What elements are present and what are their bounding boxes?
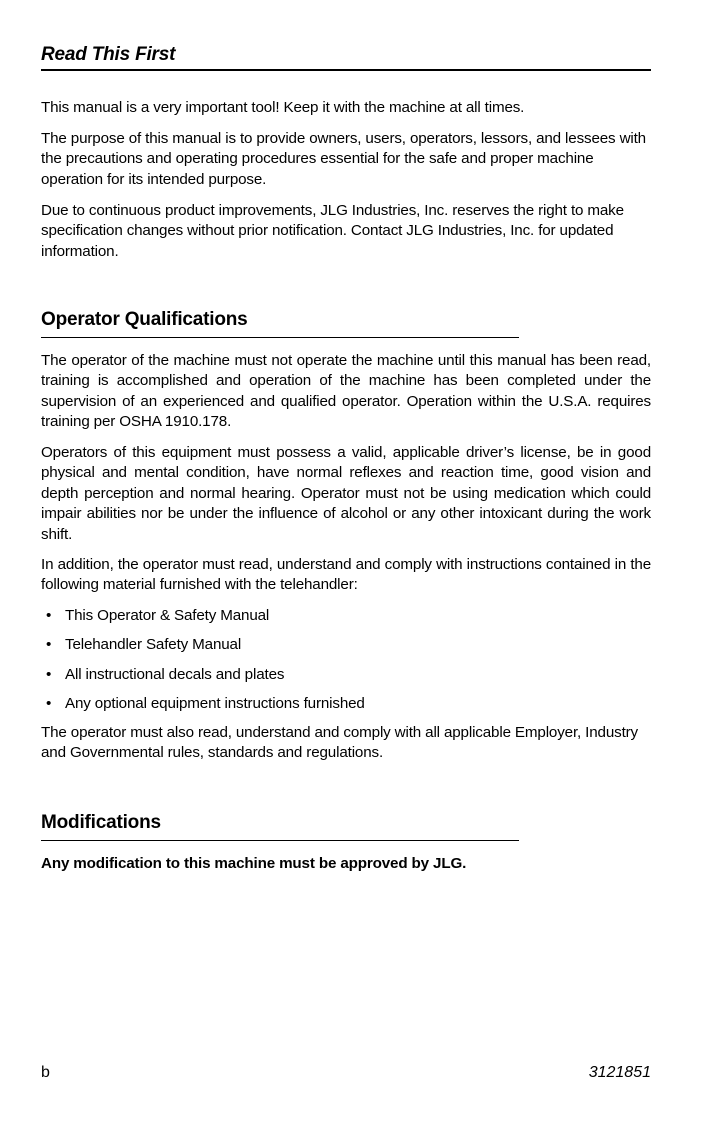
- read-this-first-title: Read This First: [41, 44, 176, 65]
- materials-list-item: [41, 665, 284, 685]
- bullet-icon: •: [46, 636, 52, 653]
- list-item-text: Telehandler Safety Manual: [65, 636, 242, 653]
- qualifications-paragraph: Operators of this equipment must possess a valid, applicable driver’s license, be in good physical and mental condition, have normal reflexes and reaction time, good vision and depth perception and normal hearing. Operator must not be using medication which could impair abilities nor be under the influence of alcohol or any other intoxicant during the work shift.: [41, 444, 651, 543]
- modifications-heading: Modifications: [41, 812, 161, 833]
- read-first-paragraph: This manual is a very important tool! Keep it with the machine at all times.: [41, 99, 525, 116]
- materials-list-item: [41, 635, 241, 655]
- operator-qualifications-rule: [41, 337, 519, 338]
- qualifications-paragraph: The operator of the machine must not operate the machine until this manual has been read, training is accomplished and operation of the machine has been completed under the supervision of an experienced and qualified operator. Operation within the U.S.A. requires training per OSHA 1910.178.: [41, 352, 651, 431]
- list-item-text: All instructional decals and plates: [65, 666, 285, 683]
- bullet-icon: •: [46, 607, 52, 624]
- qualifications-paragraph: In addition, the operator must read, understand and comply with instructions contained in the following material furnished with the telehandler:: [41, 556, 651, 594]
- modifications-rule: [41, 840, 519, 841]
- page-label: b: [41, 1064, 50, 1081]
- title-rule: [41, 69, 651, 71]
- document-number: 3121851: [588, 1064, 651, 1081]
- qualifications-closing-paragraph: The operator must also read, understand and comply with all applicable Employer, Industry and Governmental rules, standards and regulations.: [41, 724, 639, 762]
- list-item-text: This Operator & Safety Manual: [65, 607, 270, 624]
- bullet-icon: •: [46, 695, 52, 712]
- read-first-paragraph: The purpose of this manual is to provide owners, users, operators, lessors, and lessees with the precautions and operating procedures essential for the safe and proper machine operation for its intended purpose.: [41, 130, 646, 188]
- materials-list-item: [41, 606, 269, 626]
- list-item-text: Any optional equipment instructions furnished: [65, 695, 365, 712]
- read-first-paragraph: Due to continuous product improvements, JLG Industries, Inc. reserves the right to make specification changes without prior notification. Contact JLG Industries, Inc. for updated information.: [41, 202, 624, 260]
- modifications-statement: Any modification to this machine must be approved by JLG.: [41, 855, 467, 872]
- operator-qualifications-heading: Operator Qualifications: [41, 309, 248, 330]
- bullet-icon: •: [46, 666, 52, 683]
- materials-list-item: [41, 694, 365, 714]
